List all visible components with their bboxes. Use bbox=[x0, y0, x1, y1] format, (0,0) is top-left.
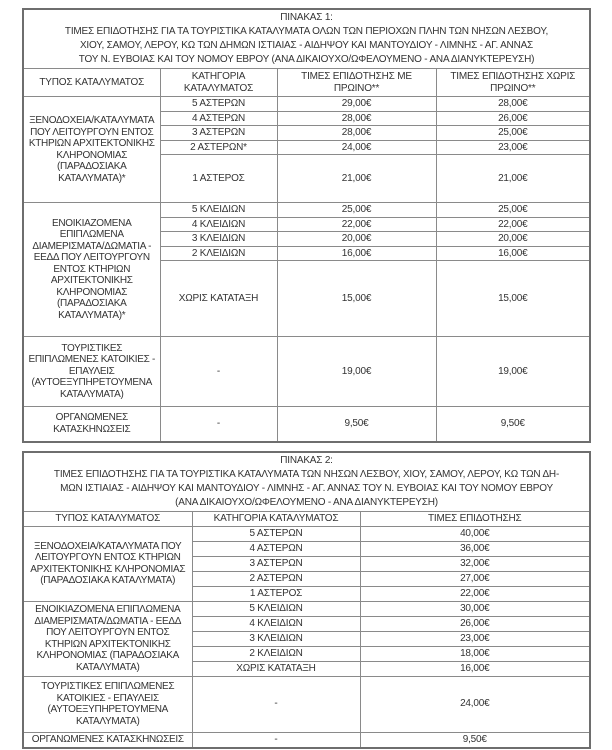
price-without-breakfast-cell: 21,00€ bbox=[436, 155, 590, 203]
table1-header-category: ΚΑΤΗΓΟΡΙΑ ΚΑΤΑΛΥΜΑΤΟΣ bbox=[160, 69, 277, 97]
table2-caption bbox=[23, 452, 590, 512]
table2-subtitle-line-2: ΜΩΝ ΙΣΤΙΑΙΑΣ - ΑΙΔΗΨΟΥ ΚΑΙ ΜΑΝΤΟΥΔΙΟΥ - ΛΙΜΝΗΣ - ΑΓ. ΑΝΝΑΣ ΤΟΥ Ν. ΕΥΒΟΙΑΣ ΚΑΙ ΤΟΥ ΝΟΜΟΥ ΕΒΡΟΥ bbox=[60, 482, 553, 494]
table1-header-price-without-breakfast: ΤΙΜΕΣ ΕΠΙΔΟΤΗΣΗΣ ΧΩΡΙΣ ΠΡΩΙΝΟ** bbox=[436, 69, 590, 97]
price-with-breakfast-cell: 29,00€ bbox=[277, 97, 436, 112]
table1-title: ΠΙΝΑΚΑΣ 1: bbox=[280, 12, 333, 23]
table-pinakas-1 bbox=[22, 8, 591, 443]
price-cell: 40,00€ bbox=[360, 526, 590, 541]
table2-subtitle-line-1: ΤΙΜΕΣ ΕΠΙΔΟΤΗΣΗΣ ΓΙΑ ΤΑ ΤΟΥΡΙΣΤΙΚΑ ΚΑΤΑΛΥΜΑΤΑ ΤΩΝ ΝΗΣΩΝ ΛΕΣΒΟΥ, ΧΙΟΥ, ΣΑΜΟΥ, ΛΕΡΟΥ, ΚΩ ΤΩΝ ΔΗ- bbox=[53, 468, 560, 480]
price-without-breakfast-cell: 25,00€ bbox=[436, 203, 590, 218]
price-cell: 22,00€ bbox=[360, 586, 590, 601]
price-cell: 30,00€ bbox=[360, 601, 590, 616]
category-cell: 5 ΚΛΕΙΔΙΩΝ bbox=[192, 601, 360, 616]
category-cell: 3 ΚΛΕΙΔΙΩΝ bbox=[192, 631, 360, 646]
table1-subtitle-line-2: ΧΙΟΥ, ΣΑΜΟΥ, ΛΕΡΟΥ, ΚΩ ΤΩΝ ΔΗΜΩΝ ΙΣΤΙΑΙΑΣ - ΑΙΔΗΨΟΥ ΚΑΙ ΜΑΝΤΟΥΔΙΟΥ - ΛΙΜΝΗΣ - ΑΓ. ΑΝΝΑΣ bbox=[79, 40, 534, 51]
category-cell: 1 ΑΣΤΕΡΟΣ bbox=[160, 155, 277, 203]
category-cell: ΧΩΡΙΣ ΚΑΤΑΤΑΞΗ bbox=[192, 661, 360, 676]
price-without-breakfast-cell: 9,50€ bbox=[436, 407, 590, 442]
price-cell: 32,00€ bbox=[360, 556, 590, 571]
price-with-breakfast-cell: 25,00€ bbox=[277, 203, 436, 218]
table2-header-type: ΤΥΠΟΣ ΚΑΤΑΛΥΜΑΤΟΣ bbox=[23, 511, 192, 526]
table1-header-type: ΤΥΠΟΣ ΚΑΤΑΛΥΜΑΤΟΣ bbox=[23, 69, 160, 97]
price-with-breakfast-cell: 16,00€ bbox=[277, 246, 436, 261]
price-without-breakfast-cell: 15,00€ bbox=[436, 261, 590, 337]
price-cell: 23,00€ bbox=[360, 631, 590, 646]
category-cell: 4 ΑΣΤΕΡΩΝ bbox=[160, 111, 277, 126]
category-cell: 4 ΚΛΕΙΔΙΩΝ bbox=[160, 217, 277, 232]
price-without-breakfast-cell: 19,00€ bbox=[436, 337, 590, 407]
price-with-breakfast-cell: 19,00€ bbox=[277, 337, 436, 407]
table2-subtitle-line-3: (ΑΝΑ ΔΙΚΑΙΟΥΧΟ/ΩΦΕΛΟΥΜΕΝΟ - ΑΝΑ ΔΙΑΝΥΚΤΕΡΕΥΣΗ) bbox=[175, 496, 438, 508]
price-cell: 18,00€ bbox=[360, 646, 590, 661]
table1-type-campsites: ΟΡΓΑΝΩΜΕΝΕΣ ΚΑΤΑΣΚΗΝΩΣΕΙΣ bbox=[23, 407, 160, 442]
table1-header-price-with-breakfast: ΤΙΜΕΣ ΕΠΙΔΟΤΗΣΗΣ ΜΕ ΠΡΩΙΝΟ** bbox=[277, 69, 436, 97]
category-cell: 3 ΚΛΕΙΔΙΩΝ bbox=[160, 232, 277, 247]
table2-type-rented-apartments: ΕΝΟΙΚΙΑΖΟΜΕΝΑ ΕΠΙΠΛΩΜΕΝΑ ΔΙΑΜΕΡΙΣΜΑΤΑ/ΔΩΜΑΤΙΑ - ΕΕΔΔ ΠΟΥ ΛΕΙΤΟΥΡΓΟΥΝ ΕΝΤΟΣ ΚΤΗΡΙΩΝ ΑΡΧΙΤΕΚΤΟΝΙΚΗΣ ΚΛΗΡΟΝΟΜΙΑΣ (ΠΑΡΑΔΟΣΙΑΚΑ ΚΑΤΑΛΥΜΑΤΑ) bbox=[23, 601, 192, 676]
category-cell: 3 ΑΣΤΕΡΩΝ bbox=[160, 126, 277, 141]
price-with-breakfast-cell: 20,00€ bbox=[277, 232, 436, 247]
price-with-breakfast-cell: 28,00€ bbox=[277, 111, 436, 126]
table-pinakas-2 bbox=[22, 451, 591, 750]
price-without-breakfast-cell: 22,00€ bbox=[436, 217, 590, 232]
price-without-breakfast-cell: 16,00€ bbox=[436, 246, 590, 261]
price-without-breakfast-cell: 26,00€ bbox=[436, 111, 590, 126]
price-with-breakfast-cell: 21,00€ bbox=[277, 155, 436, 203]
category-cell: - bbox=[192, 676, 360, 732]
table1-subtitle-line-1: ΤΙΜΕΣ ΕΠΙΔΟΤΗΣΗΣ ΓΙΑ ΤΑ ΤΟΥΡΙΣΤΙΚΑ ΚΑΤΑΛΥΜΑΤΑ ΟΛΩΝ ΤΩΝ ΠΕΡΙΟΧΩΝ ΠΛΗΝ ΤΩΝ ΝΗΣΩΝ ΛΕΣΒΟΥ, bbox=[64, 26, 549, 37]
table2-header-category: ΚΑΤΗΓΟΡΙΑ ΚΑΤΑΛΥΜΑΤΟΣ bbox=[192, 511, 360, 526]
category-cell: 4 ΚΛΕΙΔΙΩΝ bbox=[192, 616, 360, 631]
price-with-breakfast-cell: 28,00€ bbox=[277, 126, 436, 141]
table1-type-villas: ΤΟΥΡΙΣΤΙΚΕΣ ΕΠΙΠΛΩΜΕΝΕΣ ΚΑΤΟΙΚΙΕΣ - ΕΠΑΥΛΕΙΣ (ΑΥΤΟΕΞΥΠΗΡΕΤΟΥΜΕΝΑ ΚΑΤΑΛΥΜΑΤΑ) bbox=[23, 337, 160, 407]
price-without-breakfast-cell: 28,00€ bbox=[436, 97, 590, 112]
price-with-breakfast-cell: 9,50€ bbox=[277, 407, 436, 442]
category-cell: 4 ΑΣΤΕΡΩΝ bbox=[192, 541, 360, 556]
table2-type-campsites: ΟΡΓΑΝΩΜΕΝΕΣ ΚΑΤΑΣΚΗΝΩΣΕΙΣ bbox=[23, 732, 192, 748]
table1-subtitle-line-3: ΤΟΥ Ν. ΕΥΒΟΙΑΣ ΚΑΙ ΤΟΥ ΝΟΜΟΥ ΕΒΡΟΥ (ΑΝΑ ΔΙΚΑΙΟΥΧΟ/ΩΦΕΛΟΥΜΕΝΟ - ΑΝΑ ΔΙΑΝΥΚΤΕΡΕΥΣΗ) bbox=[78, 54, 535, 65]
price-cell: 26,00€ bbox=[360, 616, 590, 631]
price-with-breakfast-cell: 24,00€ bbox=[277, 140, 436, 155]
category-cell: 5 ΚΛΕΙΔΙΩΝ bbox=[160, 203, 277, 218]
table2-type-villas: ΤΟΥΡΙΣΤΙΚΕΣ ΕΠΙΠΛΩΜΕΝΕΣ ΚΑΤΟΙΚΙΕΣ - ΕΠΑΥΛΕΙΣ (ΑΥΤΟΕΞΥΠΗΡΕΤΟΥΜΕΝΑ ΚΑΤΑΛΥΜΑΤΑ) bbox=[23, 676, 192, 732]
price-cell: 27,00€ bbox=[360, 571, 590, 586]
price-cell: 16,00€ bbox=[360, 661, 590, 676]
table2-header-price: ΤΙΜΕΣ ΕΠΙΔΟΤΗΣΗΣ bbox=[360, 511, 590, 526]
category-cell: 1 ΑΣΤΕΡΟΣ bbox=[192, 586, 360, 601]
category-cell: 3 ΑΣΤΕΡΩΝ bbox=[192, 556, 360, 571]
table1-caption bbox=[23, 9, 590, 69]
price-with-breakfast-cell: 22,00€ bbox=[277, 217, 436, 232]
price-without-breakfast-cell: 25,00€ bbox=[436, 126, 590, 141]
category-cell: 2 ΚΛΕΙΔΙΩΝ bbox=[192, 646, 360, 661]
table2-type-hotels: ΞΕΝΟΔΟΧΕΙΑ/ΚΑΤΑΛΥΜΑΤΑ ΠΟΥ ΛΕΙΤΟΥΡΓΟΥΝ ΕΝΤΟΣ ΚΤΗΡΙΩΝ ΑΡΧΙΤΕΚΤΟΝΙΚΗΣ ΚΛΗΡΟΝΟΜΙΑΣ (ΠΑΡΑΔΟΣΙΑΚΑ ΚΑΤΑΛΥΜΑΤΑ) bbox=[23, 526, 192, 601]
table1-type-rented-apartments: ΕΝΟΙΚΙΑΖΟΜΕΝΑ ΕΠΙΠΛΩΜΕΝΑ ΔΙΑΜΕΡΙΣΜΑΤΑ/ΔΩΜΑΤΙΑ - ΕΕΔΔ ΠΟΥ ΛΕΙΤΟΥΡΓΟΥΝ ΕΝΤΟΣ ΚΤΗΡΙΩΝ ΑΡΧΙΤΕΚΤΟΝΙΚΗΣ ΚΛΗΡΟΝΟΜΙΑΣ (ΠΑΡΑΔΟΣΙΑΚΑ ΚΑΤΑΛΥΜΑΤΑ)* bbox=[23, 203, 160, 337]
table1-type-hotels: ΞΕΝΟΔΟΧΕΙΑ/ΚΑΤΑΛΥΜΑΤΑ ΠΟΥ ΛΕΙΤΟΥΡΓΟΥΝ ΕΝΤΟΣ ΚΤΗΡΙΩΝ ΑΡΧΙΤΕΚΤΟΝΙΚΗΣ ΚΛΗΡΟΝΟΜΙΑΣ (ΠΑΡΑΔΟΣΙΑΚΑ ΚΑΤΑΛΥΜΑΤΑ)* bbox=[23, 97, 160, 203]
table2-title: ΠΙΝΑΚΑΣ 2: bbox=[280, 454, 333, 466]
price-cell: 24,00€ bbox=[360, 676, 590, 732]
category-cell: - bbox=[160, 337, 277, 407]
category-cell: 5 ΑΣΤΕΡΩΝ bbox=[192, 526, 360, 541]
category-cell: 5 ΑΣΤΕΡΩΝ bbox=[160, 97, 277, 112]
price-without-breakfast-cell: 23,00€ bbox=[436, 140, 590, 155]
category-cell: - bbox=[160, 407, 277, 442]
price-cell: 36,00€ bbox=[360, 541, 590, 556]
category-cell: 2 ΑΣΤΕΡΩΝ bbox=[192, 571, 360, 586]
category-cell: 2 ΑΣΤΕΡΩΝ* bbox=[160, 140, 277, 155]
category-cell: 2 ΚΛΕΙΔΙΩΝ bbox=[160, 246, 277, 261]
price-cell: 9,50€ bbox=[360, 732, 590, 748]
price-without-breakfast-cell: 20,00€ bbox=[436, 232, 590, 247]
category-cell: - bbox=[192, 732, 360, 748]
category-cell: ΧΩΡΙΣ ΚΑΤΑΤΑΞΗ bbox=[160, 261, 277, 337]
price-with-breakfast-cell: 15,00€ bbox=[277, 261, 436, 337]
